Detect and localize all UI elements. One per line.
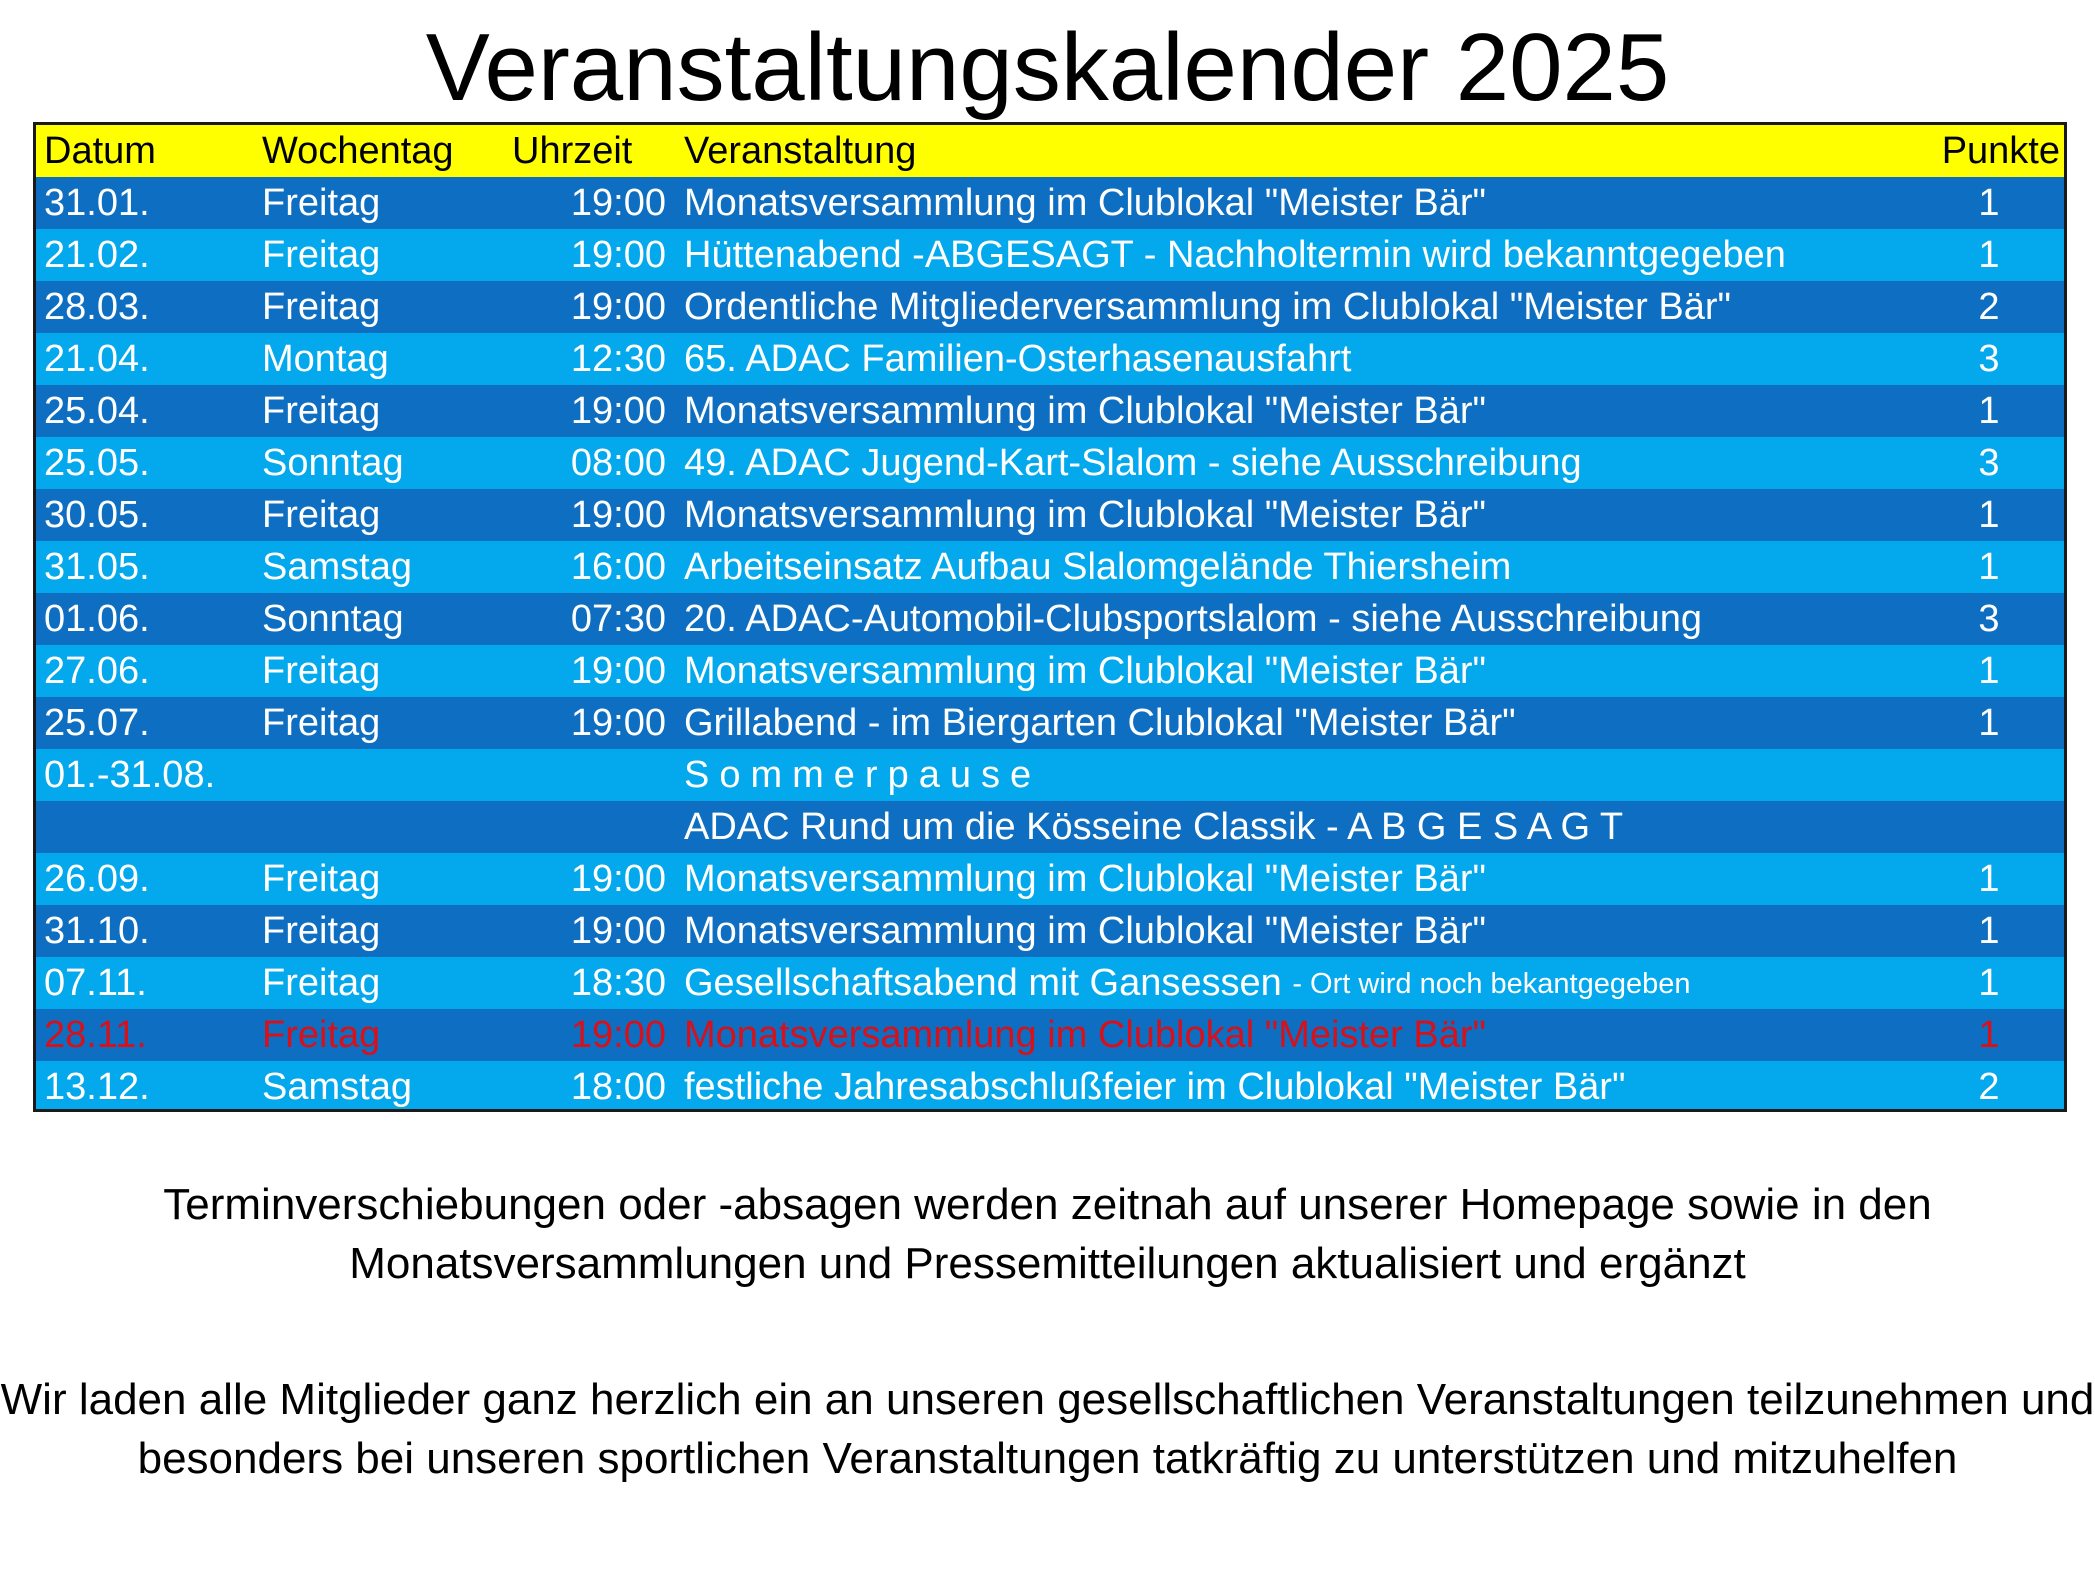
- cell-time-text: 19:00: [570, 702, 666, 744]
- table-row: [36, 333, 2064, 385]
- header-points: Punkte: [1941, 130, 2060, 172]
- cell-points: [1914, 957, 2064, 1009]
- cell-time: [506, 489, 666, 541]
- cell-time: [506, 645, 666, 697]
- cell-date: [44, 333, 150, 385]
- cell-time-text: 19:00: [570, 910, 666, 952]
- cell-date-text: 25.05.: [44, 442, 150, 484]
- cell-time: [506, 333, 666, 385]
- cell-weekday: [262, 957, 380, 1009]
- cell-time-text: 19:00: [570, 234, 666, 276]
- cell-time-text: 19:00: [570, 858, 666, 900]
- cell-weekday-text: Sonntag: [262, 598, 404, 640]
- cell-time-text: 18:30: [570, 962, 666, 1004]
- cell-weekday-text: Freitag: [262, 234, 381, 276]
- cell-event: [684, 749, 1041, 801]
- cell-time: [506, 1061, 666, 1112]
- table-row: [36, 749, 2064, 801]
- cell-date: [44, 229, 150, 281]
- cell-weekday: [262, 853, 380, 905]
- cell-event: [684, 1061, 1625, 1112]
- cell-points: [1914, 1061, 2064, 1112]
- table-row: [36, 853, 2064, 905]
- cell-date: [44, 645, 150, 697]
- cell-points-text: 2: [1978, 286, 2000, 328]
- cell-date: [44, 905, 150, 957]
- cell-weekday-text: Freitag: [262, 910, 381, 952]
- cell-points-text: 1: [1978, 702, 2000, 744]
- cell-date-text: 27.06.: [44, 650, 150, 692]
- cell-event-text: Monatsversammlung im Clublokal "Meister Bär": [684, 910, 1487, 952]
- notice-invitation: Wir laden alle Mitglieder ganz herzlich ein an unseren gesellschaftlichen Veranstaltungen teilzunehmen und besonders bei unseren sportlichen Veranstaltungen tatkräftig zu unterstützen und mitzuhelfen: [0, 1375, 2095, 1483]
- cell-weekday: [262, 281, 380, 333]
- cell-date: [44, 385, 150, 437]
- cell-points-text: 3: [1978, 442, 2000, 484]
- events-table: [33, 122, 2067, 1112]
- cell-time-text: 07:30: [570, 598, 666, 640]
- cell-event-text: Monatsversammlung im Clublokal "Meister Bär": [684, 390, 1487, 432]
- cell-event-text: Monatsversammlung im Clublokal "Meister Bär": [684, 494, 1487, 536]
- cell-time: [506, 1009, 666, 1061]
- cell-time-text: 19:00: [570, 1014, 666, 1056]
- cell-weekday: [262, 697, 380, 749]
- cell-time: [506, 437, 666, 489]
- cell-date-text: 01.-31.08.: [44, 754, 216, 796]
- cell-weekday: [262, 905, 380, 957]
- table-header-row: [36, 125, 2064, 177]
- cell-points-text: 1: [1978, 182, 2000, 224]
- cell-date: [44, 957, 147, 1009]
- cell-time: [506, 905, 666, 957]
- cell-date-text: 21.04.: [44, 338, 150, 380]
- cell-weekday: [262, 1061, 412, 1112]
- cell-date-text: 25.07.: [44, 702, 150, 744]
- cell-points-text: 1: [1978, 910, 2000, 952]
- cell-event: [684, 853, 1486, 905]
- cell-event-text: ADAC Rund um die Kösseine Classik - A B G E S A G T: [684, 806, 1624, 848]
- cell-points: [1914, 749, 2064, 801]
- cell-event: [684, 541, 1511, 593]
- cell-event-text: Grillabend - im Biergarten Clublokal "Meister Bär": [684, 702, 1516, 744]
- cell-event: [684, 489, 1486, 541]
- table-row: [36, 905, 2064, 957]
- cell-event: [684, 333, 1351, 385]
- cell-event-text: 65. ADAC Familien-Osterhasenausfahrt: [684, 338, 1352, 380]
- cell-event: [684, 229, 1786, 281]
- cell-weekday: [262, 593, 404, 645]
- cell-date-text: 31.01.: [44, 182, 150, 224]
- cell-date: [44, 1061, 150, 1112]
- cell-event: [684, 1009, 1486, 1061]
- header-weekday: Wochentag: [262, 130, 454, 172]
- cell-weekday-text: Sonntag: [262, 442, 404, 484]
- table-row: [36, 1009, 2064, 1061]
- cell-weekday: [262, 1009, 380, 1061]
- cell-weekday-text: Freitag: [262, 858, 381, 900]
- cell-points-text: 3: [1978, 598, 2000, 640]
- cell-time-text: 19:00: [570, 650, 666, 692]
- cell-date-text: 31.10.: [44, 910, 150, 952]
- cell-event: [684, 385, 1486, 437]
- cell-points: [1914, 593, 2064, 645]
- cell-weekday-text: Montag: [262, 338, 389, 380]
- cell-time: [506, 593, 666, 645]
- cell-weekday-text: Freitag: [262, 962, 381, 1004]
- cell-date: [44, 593, 150, 645]
- cell-time: [506, 541, 666, 593]
- cell-event-text: Monatsversammlung im Clublokal "Meister Bär": [684, 1014, 1487, 1056]
- cell-weekday: [262, 645, 380, 697]
- cell-date: [44, 177, 150, 229]
- cell-date-text: 30.05.: [44, 494, 150, 536]
- header-date: Datum: [44, 130, 156, 172]
- table-body: [36, 177, 2064, 1112]
- cell-event-note: - Ort wird noch bekantgegeben: [1292, 968, 1691, 1000]
- cell-weekday-text: Freitag: [262, 1014, 381, 1056]
- table-row: [36, 541, 2064, 593]
- cell-date: [44, 281, 150, 333]
- cell-time: [506, 801, 666, 853]
- table-row: [36, 281, 2064, 333]
- cell-points: [1914, 333, 2064, 385]
- cell-date: [44, 541, 150, 593]
- cell-event-text: 49. ADAC Jugend-Kart-Slalom - siehe Ausschreibung: [684, 442, 1582, 484]
- notice-schedule-changes: Terminverschiebungen oder -absagen werden zeitnah auf unserer Homepage sowie in den Monatsversammlungen und Pressemitteilungen aktualisiert und ergänzt: [163, 1180, 1932, 1288]
- table-row: [36, 229, 2064, 281]
- cell-weekday: [262, 385, 380, 437]
- header-event: Veranstaltung: [684, 130, 917, 172]
- cell-event-text: festliche Jahresabschlußfeier im Clublokal "Meister Bär": [684, 1066, 1626, 1108]
- cell-event: [684, 957, 1691, 1009]
- cell-time: [506, 229, 666, 281]
- cell-points-text: 1: [1978, 650, 2000, 692]
- cell-points-text: 1: [1978, 390, 2000, 432]
- cell-points: [1914, 905, 2064, 957]
- table-row: [36, 593, 2064, 645]
- cell-weekday: [262, 437, 404, 489]
- cell-event: [684, 593, 1702, 645]
- cell-points-text: 1: [1978, 234, 2000, 276]
- cell-event: [684, 645, 1486, 697]
- cell-event-text: 20. ADAC-Automobil-Clubsportslalom - siehe Ausschreibung: [684, 598, 1703, 640]
- cell-date: [44, 437, 150, 489]
- cell-event: [684, 281, 1731, 333]
- cell-points: [1914, 229, 2064, 281]
- cell-date-text: 25.04.: [44, 390, 150, 432]
- cell-date: [44, 489, 150, 541]
- cell-event-text: Ordentliche Mitgliederversammlung im Clublokal "Meister Bär": [684, 286, 1732, 328]
- cell-points-text: 1: [1978, 858, 2000, 900]
- table-row: [36, 489, 2064, 541]
- cell-time: [506, 957, 666, 1009]
- table-row: [36, 437, 2064, 489]
- cell-weekday: [262, 489, 380, 541]
- cell-date-text: 13.12.: [44, 1066, 150, 1108]
- cell-event-text: Monatsversammlung im Clublokal "Meister Bär": [684, 858, 1487, 900]
- cell-points: [1914, 1009, 2064, 1061]
- cell-time: [506, 697, 666, 749]
- cell-event: [684, 801, 1623, 853]
- cell-weekday: [262, 229, 380, 281]
- cell-date: [44, 1009, 147, 1061]
- cell-weekday: [262, 177, 380, 229]
- cell-points-text: 1: [1978, 494, 2000, 536]
- cell-time-text: 12:30: [570, 338, 666, 380]
- cell-time-text: 18:00: [570, 1066, 666, 1108]
- table-row: [36, 645, 2064, 697]
- cell-points: [1914, 437, 2064, 489]
- cell-points: [1914, 801, 2064, 853]
- table-row: [36, 1061, 2064, 1112]
- cell-time-text: 19:00: [570, 182, 666, 224]
- cell-points-text: 1: [1978, 1014, 2000, 1056]
- cell-points: [1914, 541, 2064, 593]
- table-row: [36, 801, 2064, 853]
- cell-points-text: 1: [1978, 546, 2000, 588]
- cell-weekday-text: Freitag: [262, 494, 381, 536]
- page-title: Veranstaltungskalender 2025: [425, 14, 1670, 121]
- cell-date: [44, 697, 150, 749]
- cell-event-text: Gesellschaftsabend mit Gansessen: [684, 962, 1293, 1004]
- cell-time-text: 08:00: [570, 442, 666, 484]
- cell-date-text: 28.03.: [44, 286, 150, 328]
- cell-date-text: 28.11.: [44, 1014, 147, 1056]
- cell-points: [1914, 385, 2064, 437]
- cell-time-text: 19:00: [570, 286, 666, 328]
- cell-weekday-text: Freitag: [262, 702, 381, 744]
- cell-points-text: 3: [1978, 338, 2000, 380]
- cell-points: [1914, 697, 2064, 749]
- cell-event-text: Monatsversammlung im Clublokal "Meister Bär": [684, 650, 1487, 692]
- cell-time-text: 19:00: [570, 390, 666, 432]
- cell-event: [684, 437, 1582, 489]
- cell-time-text: 16:00: [570, 546, 666, 588]
- cell-time: [506, 177, 666, 229]
- cell-date-text: 31.05.: [44, 546, 150, 588]
- cell-time: [506, 385, 666, 437]
- cell-date: [44, 853, 150, 905]
- cell-time: [506, 281, 666, 333]
- cell-weekday-text: Freitag: [262, 650, 381, 692]
- cell-points: [1914, 853, 2064, 905]
- cell-points-text: 2: [1978, 1066, 2000, 1108]
- cell-points-text: 1: [1978, 962, 2000, 1004]
- header-time: Uhrzeit: [512, 130, 633, 172]
- cell-event-text: Sommerpause: [684, 754, 1042, 796]
- cell-time-text: 19:00: [570, 494, 666, 536]
- cell-time: [506, 749, 666, 801]
- cell-event-text: Monatsversammlung im Clublokal "Meister Bär": [684, 182, 1487, 224]
- cell-weekday: [262, 541, 412, 593]
- cell-weekday: [262, 333, 389, 385]
- cell-event-text: Arbeitseinsatz Aufbau Slalomgelände Thiersheim: [684, 546, 1512, 588]
- cell-weekday-text: Samstag: [262, 1066, 412, 1108]
- table-row: [36, 385, 2064, 437]
- table-row: [36, 177, 2064, 229]
- cell-points: [1914, 645, 2064, 697]
- cell-date-text: 21.02.: [44, 234, 150, 276]
- cell-date: [44, 749, 215, 801]
- cell-time: [506, 853, 666, 905]
- cell-date-text: 01.06.: [44, 598, 150, 640]
- cell-points: [1914, 489, 2064, 541]
- table-row: [36, 957, 2064, 1009]
- cell-points: [1914, 177, 2064, 229]
- cell-date-text: 26.09.: [44, 858, 150, 900]
- cell-weekday-text: Samstag: [262, 546, 412, 588]
- cell-weekday-text: Freitag: [262, 390, 381, 432]
- cell-points: [1914, 281, 2064, 333]
- cell-event: [684, 697, 1516, 749]
- cell-event: [684, 177, 1486, 229]
- cell-weekday-text: Freitag: [262, 286, 381, 328]
- cell-date-text: 07.11.: [44, 962, 147, 1004]
- table-row: [36, 697, 2064, 749]
- cell-event: [684, 905, 1486, 957]
- cell-event-text: Hüttenabend -ABGESAGT - Nachholtermin wird bekanntgegeben: [684, 234, 1786, 276]
- cell-weekday-text: Freitag: [262, 182, 381, 224]
